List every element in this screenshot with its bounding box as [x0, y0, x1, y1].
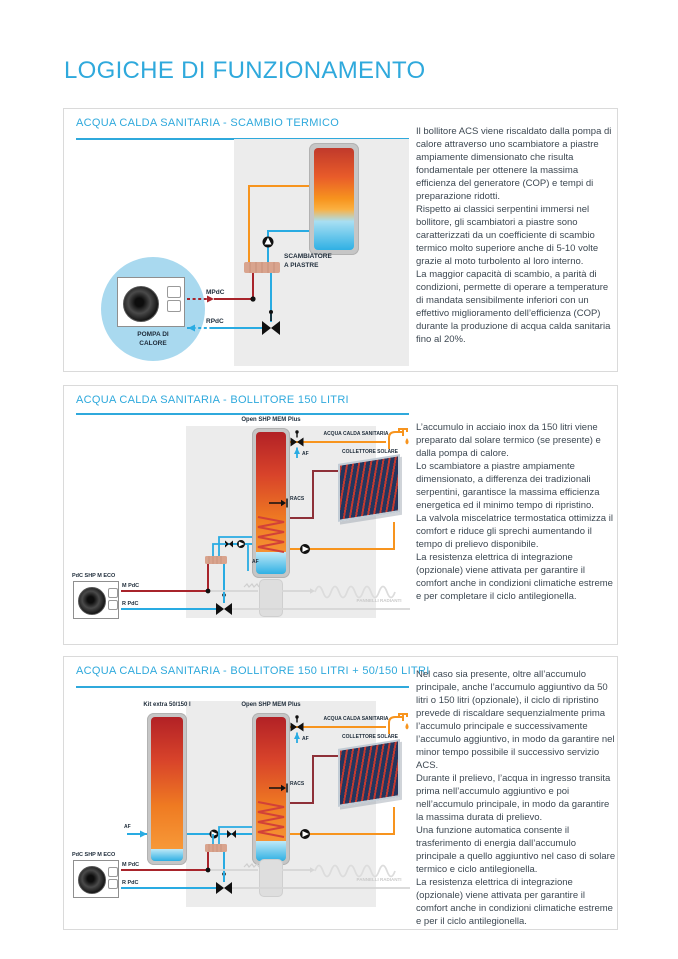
- af-label: AF: [302, 736, 309, 742]
- mixing-valve-icon: [291, 715, 304, 731]
- panel-description: [416, 125, 617, 346]
- paragraph: La maggior capacità di scambio, a parità di condizioni, permette di operare a temperature di mandata sensibilmente inferiori con un effettivo miglioramento dell’efficienza (COP) durante la produzione di acqua calda sanitaria fino al 20%.: [416, 269, 611, 345]
- paragraph: La resistenza elettrica di integrazione (opzionale) viene attivata per garantire il comfort anche in condizioni climatiche estreme e per completare il ciclo antilegionella.: [416, 552, 613, 602]
- return-pipe-label: R PdC: [122, 880, 139, 886]
- paragraph: La resistenza elettrica di integrazione (opzionale) viene attivata per garantire il comfort anche in condizioni climatiche estreme e per il ciclo antilegionella.: [416, 877, 613, 927]
- panel-scambio-termico: [63, 108, 618, 372]
- coil-icon: [258, 802, 284, 837]
- panel-bollitore-150-extra: [63, 656, 618, 930]
- coil-icon: [258, 517, 284, 552]
- paragraph: Rispetto ai classici serpentini immersi nel bollitore, gli scambiatori a piastre sono caratterizzati da un coefficiente di scambio termico molto superiore anche di 5-10 volte grazie al moto turbolento al loro interno.: [416, 204, 599, 267]
- pump-icon: [237, 540, 245, 548]
- mixing-valve-icon: [291, 430, 304, 446]
- resistor-icon: [244, 584, 259, 587]
- panel-description: [416, 668, 617, 928]
- heat-pump-label: PdC SHP M ECO: [72, 852, 116, 858]
- solar-collector-label: COLLETTORE SOLARE: [341, 734, 399, 740]
- paragraph: Lo scambiatore a piastre ampiamente dimensionato, a differenza dei tradizionali serpentini, garantisce la massima efficienza energetica ed il minimo tempo di ripristino.: [416, 461, 600, 511]
- radiant-panels-icon: [315, 866, 395, 877]
- heat-pump-label: POMPA DI: [137, 331, 169, 338]
- extra-tank-label: Kit extra 50/150 l: [143, 702, 191, 708]
- paragraph: Il bollitore ACS viene riscaldato dalla pompa di calore attraverso uno scambiatore a piastre ampiamente dimensionato che risulta fondamentale per ottenere la massima efficienza del generatore (COP) e tempi di preparazione ridotti.: [416, 126, 612, 202]
- recirculation-arrow-icon: [269, 499, 287, 508]
- paragraph: La valvola miscelatrice termostatica ottimizza il comfort e riduce gli sprechi aumentando il tempo di prelievo disponibile.: [416, 513, 613, 550]
- supply-pipe-label: M PdC: [122, 583, 140, 589]
- supply-pipe-label: M PdC: [122, 862, 140, 868]
- pump-icon: [263, 237, 274, 248]
- panel-header: ACQUA CALDA SANITARIA - SCAMBIO TERMICO: [76, 117, 340, 129]
- paragraph: Durante il prelievo, l’acqua in ingresso transita prima nell’accumulo aggiuntivo e poi nell’accumulo principale, in modo da garantire la massima durata di prelievo.: [416, 773, 611, 823]
- solar-collector-label: COLLETTORE SOLARE: [341, 449, 399, 455]
- af-label: AF: [302, 451, 309, 457]
- pump-icon: [210, 830, 219, 839]
- check-valve-icon: [227, 830, 236, 838]
- plate-exchanger: [205, 844, 227, 852]
- af-label: AF: [252, 559, 259, 565]
- pump-icon: [300, 829, 310, 839]
- radiant-panels-label: PANNELLI RADIANTI: [356, 598, 402, 603]
- acs-line-label: ACQUA CALDA SANITARIA: [323, 431, 389, 437]
- tank-label: Open SHP MEM Plus: [241, 417, 301, 423]
- paragraph: L’accumulo in acciaio inox da 150 litri viene preparato dal solare termico (se presente) e dalla pompa di calore.: [416, 422, 601, 459]
- plate-exchanger: [205, 556, 227, 564]
- paragraph: Nel caso sia presente, oltre all’accumulo principale, anche l’accumulo aggiuntivo da 50 litri o 150 litri (opzionale), il ciclo di ripristino prevede di riscaldare sequenzialmente prima l’accumulo principale e successivamente l’accumulo aggiuntivo, in modo da garantire nel minor tempo possibile il successivo servizio ACS.: [416, 669, 615, 771]
- valve-icon: [262, 310, 280, 335]
- supply-pipe-label: MPdC: [206, 289, 225, 296]
- pump-icon: [300, 544, 310, 554]
- af-label: AF: [124, 824, 131, 830]
- recirculation-arrow-icon: [269, 784, 287, 793]
- heat-pump-label: CALORE: [139, 340, 167, 347]
- radiant-panels-icon: [315, 587, 395, 598]
- tank-label: Open SHP MEM Plus: [241, 702, 301, 708]
- panel-header: ACQUA CALDA SANITARIA - BOLLITORE 150 LITRI + 50/150 LITRI: [76, 665, 430, 677]
- heat-pump-label: PdC SHP M ECO: [72, 573, 116, 579]
- paragraph: Una funzione automatica consente il trasferimento di energia dall’accumulo principale a quello aggiuntivo nel caso di solare termico e ciclo antilegionella.: [416, 825, 616, 875]
- check-valve-icon: [225, 541, 233, 548]
- return-pipe-label: R PdC: [122, 601, 139, 607]
- plate-exchanger: [244, 262, 280, 273]
- panel-description: [416, 421, 617, 603]
- return-pipe-label: RPdC: [206, 318, 224, 325]
- racs-label: RACS: [290, 496, 305, 502]
- resistor-icon: [244, 864, 259, 867]
- exchanger-label: SCAMBIATORE: [284, 253, 332, 260]
- exchanger-label: A PIASTRE: [284, 262, 319, 269]
- page-title: LOGICHE DI FUNZIONAMENTO: [64, 57, 426, 84]
- racs-label: RACS: [290, 781, 305, 787]
- panel-bollitore-150: [63, 385, 618, 645]
- radiant-panels-label: PANNELLI RADIANTI: [356, 877, 402, 882]
- acs-line-label: ACQUA CALDA SANITARIA: [323, 716, 389, 722]
- panel-header: ACQUA CALDA SANITARIA - BOLLITORE 150 LITRI: [76, 394, 349, 406]
